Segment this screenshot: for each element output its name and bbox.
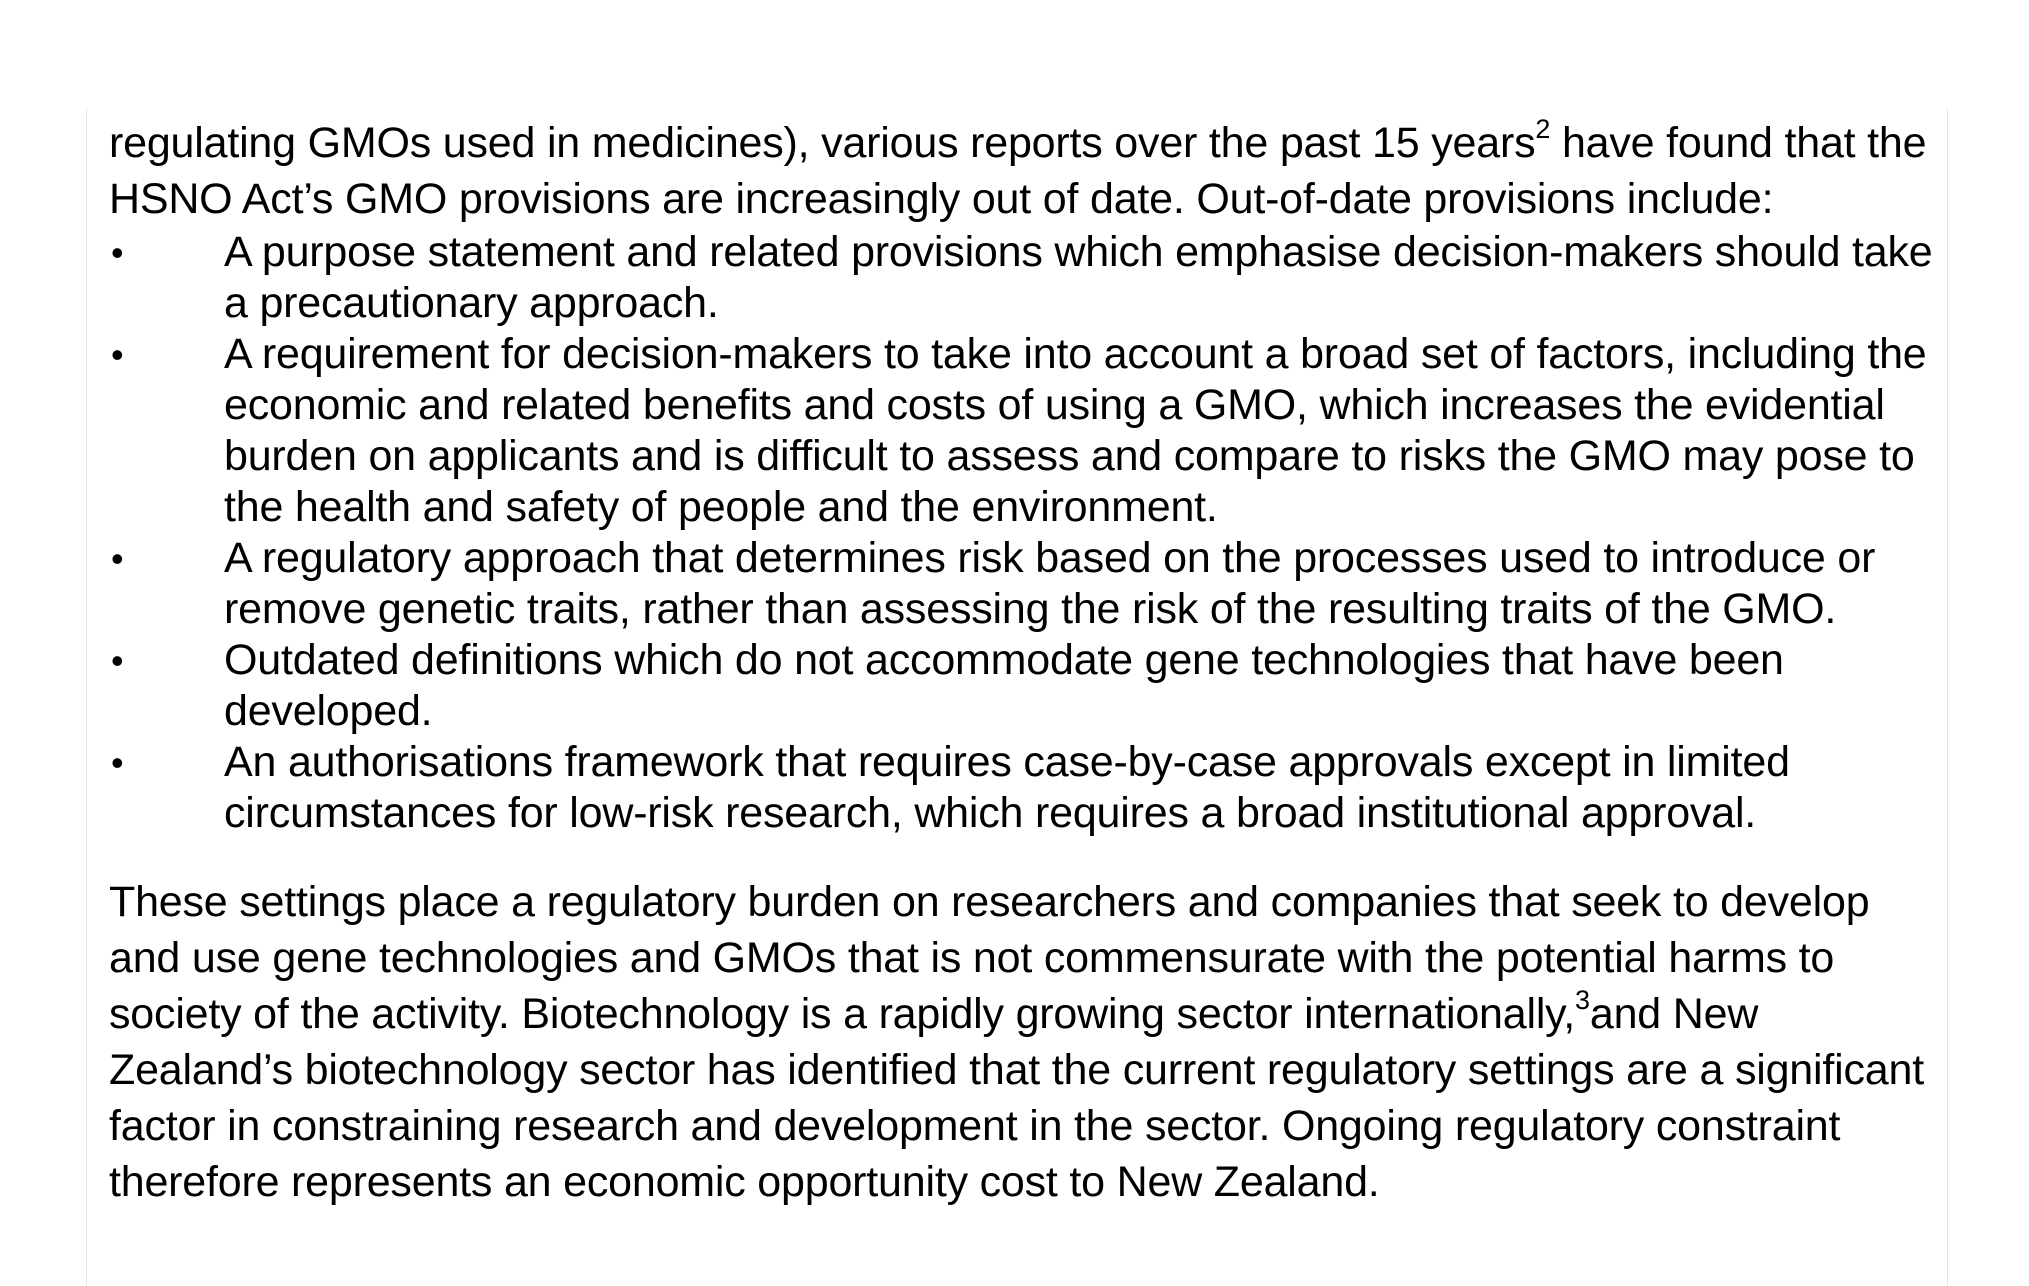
list-item-text: Outdated definitions which do not accommodate gene technologies that have been developed. bbox=[224, 636, 1784, 735]
intro-text-start: regulating GMOs used in medicines), various reports over the past 15 years bbox=[109, 119, 1536, 167]
list-item bbox=[109, 533, 1939, 635]
footnote-ref-2[interactable]: 2 bbox=[1535, 113, 1551, 144]
bullet-icon: • bbox=[111, 538, 124, 579]
closing-text-end: and New Zealand’s biotechnology sector has identified that the current regulatory settings are a significant factor in constraining research and development in the sector. Ongoing regulatory constraint therefore represents an economic opportunity cost to New Zealand. bbox=[109, 990, 1924, 1206]
closing-text-start: These settings place a regulatory burden on researchers and companies that seek to develop and use gene technologies and GMOs that is not commensurate with the potential harms to society of the activity. Biotechnology is a rapidly growing sector internationally, bbox=[109, 878, 1870, 1038]
provisions-list bbox=[109, 227, 1939, 839]
footnote-ref-3[interactable]: 3 bbox=[1575, 984, 1590, 1015]
list-item-text: A purpose statement and related provisions which emphasise decision-makers should take a precautionary approach. bbox=[224, 228, 1933, 327]
closing-paragraph bbox=[109, 874, 1939, 1210]
document-page bbox=[86, 108, 1948, 1286]
bullet-icon: • bbox=[111, 334, 124, 375]
bullet-icon: • bbox=[111, 640, 124, 681]
list-item bbox=[109, 635, 1939, 737]
list-item bbox=[109, 329, 1939, 533]
list-item bbox=[109, 737, 1939, 839]
list-item-text: A requirement for decision-makers to take into account a broad set of factors, including the economic and related benefits and costs of using a GMO, which increases the evidential burden on applicants and is difficult to assess and compare to risks the GMO may pose to the health and safety of people and the environment. bbox=[224, 330, 1927, 531]
intro-paragraph bbox=[109, 115, 1939, 227]
bullet-icon: • bbox=[111, 232, 124, 273]
list-item-text: An authorisations framework that requires case-by-case approvals except in limited circumstances for low-risk research, which requires a broad institutional approval. bbox=[224, 738, 1790, 837]
list-item-text: A regulatory approach that determines risk based on the processes used to introduce or remove genetic traits, rather than assessing the risk of the resulting traits of the GMO. bbox=[224, 534, 1876, 633]
intro-text-end: have found that the HSNO Act’s GMO provisions are increasingly out of date. Out-of-date provisions include: bbox=[109, 119, 1927, 223]
document-body bbox=[109, 115, 1939, 1210]
list-item bbox=[109, 227, 1939, 329]
bullet-icon: • bbox=[111, 742, 124, 783]
